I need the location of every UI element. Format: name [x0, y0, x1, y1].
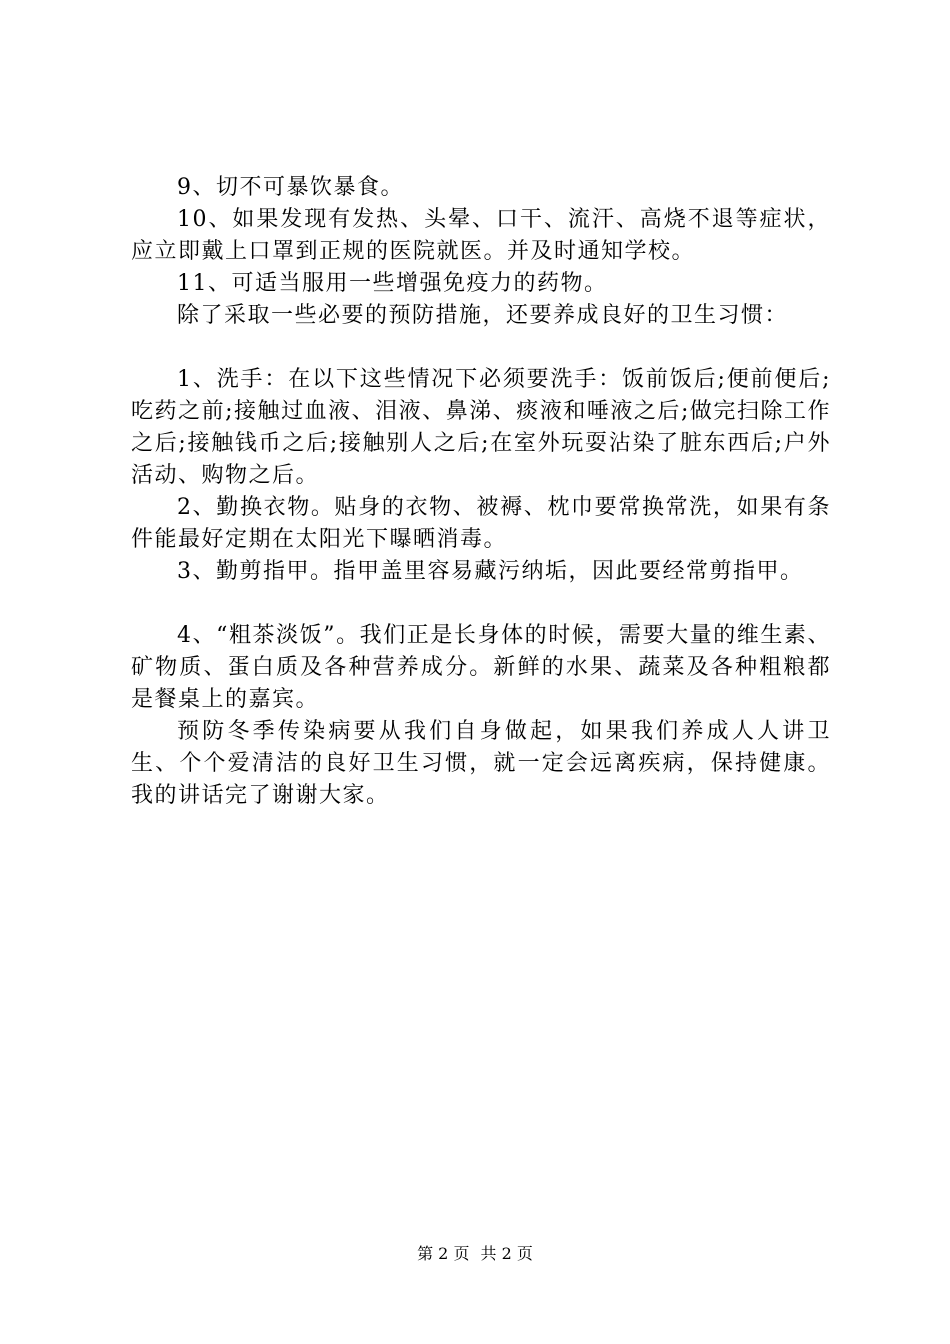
page-total: 共 2 页: [480, 1244, 533, 1263]
page-footer: [0, 1244, 950, 1264]
document-body: [131, 172, 831, 812]
hygiene-intro: 除了采取一些必要的预防措施，还要养成良好的卫生习惯：: [177, 303, 789, 328]
paragraph-spacer: [131, 332, 831, 364]
paragraph-item-10: 10、如果发现有发热、头晕、口干、流汗、高烧不退等症状，应立即戴上口罩到正规的医院就医。并及时通知学校。: [131, 207, 831, 264]
hygiene-item-diet: 4、“粗茶淡饭”。我们正是长身体的时候，需要大量的维生素、矿物质、蛋白质及各种营养成分。新鲜的水果、蔬菜及各种粗粮都是餐桌上的嘉宾。: [131, 623, 831, 712]
closing-paragraph: 预防冬季传染病要从我们自身做起，如果我们养成人人讲卫生、个个爱清洁的良好卫生习惯，就一定会远离疾病，保持健康。我的讲话完了谢谢大家。: [131, 719, 831, 808]
hygiene-item-nails: 3、勤剪指甲。指甲盖里容易藏污纳垢，因此要经常剪指甲。: [177, 559, 804, 584]
hygiene-item-handwashing: 1、洗手：在以下这些情况下必须要洗手：饭前饭后;便前便后;吃药之前;接触过血液、泪液、鼻涕、痰液和唾液之后;做完扫除工作之后;接触钱币之后;接触别人之后;在室外玩耍沾染了脏东西后;户外活动、购物之后。: [131, 367, 831, 488]
paragraph-spacer: [131, 588, 831, 620]
page-number: 第 2 页: [417, 1244, 470, 1263]
paragraph-item-11: 11、可适当服用一些增强免疫力的药物。: [177, 271, 608, 296]
hygiene-item-clothing: 2、勤换衣物。贴身的衣物、被褥、枕巾要常换常洗，如果有条件能最好定期在太阳光下曝晒消毒。: [131, 495, 831, 552]
paragraph-item-9: 9、切不可暴饮暴食。: [177, 175, 404, 200]
